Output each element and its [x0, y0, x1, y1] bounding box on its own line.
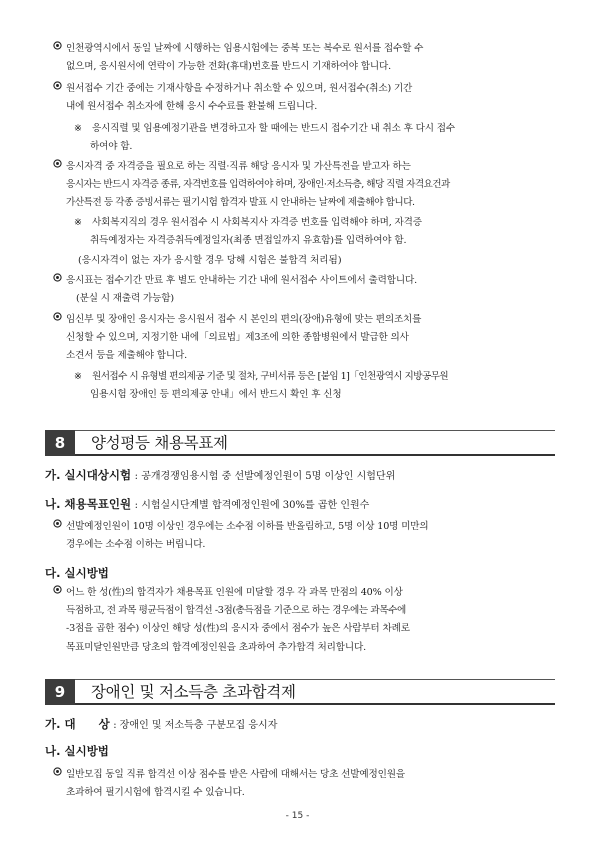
note-line: 취득예정자는 자격증취득예정일자(최종 면접일까지 유효함)를 입력하여야 함. — [90, 235, 407, 247]
circle-bullet-icon — [53, 312, 62, 321]
note-line: 하여야 함. — [90, 141, 133, 153]
section-title: 장애인 및 저소득층 초과합격제 — [91, 683, 296, 701]
item-line: -3점을 곱한 점수) 이상인 해당 성(性)의 응시자 중에서 점수가 높은 사람부터 차례로 — [66, 623, 410, 635]
sec8-method-detail — [66, 584, 556, 657]
item-line: 임신부 및 장애인 응시자는 응시원서 접수 시 본인의 편의(장애)유형에 맞는 편의조치를 — [66, 314, 422, 325]
item-line: 득점하고, 전 과목 평균득점이 합격선 -3점(총득점을 기준으로 하는 경우에는 과목수에 — [66, 605, 406, 617]
item-line: (분실 시 재출력 가능함) — [76, 293, 174, 305]
item-line: 응시자격 중 자격증을 필요로 하는 직렬·직류 해당 응시자 및 가산특전을 받고자 하는 — [66, 161, 411, 172]
subsection-text: : 장애인 및 저소득층 구분모집 응시자 — [113, 720, 278, 731]
reference-mark: ※ — [74, 123, 82, 134]
sec8-method — [45, 564, 109, 583]
item-line: 일반모집 동일 직류 합격선 이상 점수를 받은 사람에 대해서는 당초 선발예정인원을 — [66, 769, 405, 780]
item-line: 소견서 등을 제출해야 합니다. — [66, 350, 188, 362]
subsection-label: 가. 실시대상시험 — [45, 468, 132, 482]
item-line: 초과하여 필기시험에 합격시킬 수 있습니다. — [66, 787, 245, 799]
item-line: 없으며, 응시원서에 연락이 가능한 전화(휴대)번호를 반드시 기재하여야 합니다. — [66, 61, 392, 73]
item-line: 내에 원서접수 취소자에 한해 응시 수수료를 환불해 드립니다. — [66, 101, 318, 113]
subsection-text: : 공개경쟁임용시험 중 선발예정인원이 5명 이상인 시험단위 — [134, 471, 396, 482]
subsection-label: 나. 실시방법 — [45, 744, 109, 758]
note-social-worker — [76, 214, 556, 250]
item-line: 응시자는 반드시 자격증 종류, 자격번호를 입력하여야 하며, 장애인·저소득층, 해당 직렬 자격요건과 — [66, 179, 450, 191]
section-number: 9 — [45, 679, 75, 705]
section-title: 양성평등 채용목표제 — [91, 434, 228, 452]
note-change-position — [76, 120, 556, 156]
subsection-label: 가. 대 상 — [45, 717, 110, 731]
notice-item-cancel-refund — [66, 80, 556, 116]
notice-item-duplicate-application — [66, 40, 556, 76]
item-line: 응시표는 접수기간 만료 후 별도 안내하는 기간 내에 원서접수 사이트에서 출력합니다. — [66, 275, 418, 286]
sec8-target-exam — [45, 466, 395, 486]
sec9-method-detail — [66, 766, 556, 802]
subsection-label: 나. 채용목표인원 — [45, 497, 132, 511]
circle-bullet-icon — [53, 159, 62, 168]
item-line: 가산특전 등 각종 증빙서류는 필기시험 합격자 발표 시 안내하는 날짜에 제출해야 합니다. — [66, 197, 415, 209]
item-line: 신청할 수 있으며, 지정기한 내에「의료법」제3조에 의한 종합병원에서 발급한 의사 — [66, 332, 409, 344]
circle-bullet-icon — [53, 41, 62, 50]
circle-bullet-icon — [53, 81, 62, 90]
note-accommodation-guide — [76, 368, 556, 404]
circle-bullet-icon — [53, 273, 62, 282]
section-9-header — [45, 679, 555, 705]
item-line: 원서접수 기간 중에는 기재사항을 수정하거나 취소할 수 있으며, 원서접수(취소) 기간 — [66, 83, 413, 94]
note-line: 임용시험 장애인 등 편의제공 안내」에서 반드시 확인 후 신청 — [90, 389, 342, 401]
notice-item-accommodation — [66, 311, 556, 366]
note-line: 사회복지직의 경우 원서접수 시 사회복지사 자격증 번호를 입력해야 하며, 자격증 — [92, 217, 422, 228]
sec8-target-count — [45, 495, 369, 515]
item-line: 선발예정인원이 10명 이상인 경우에는 소수점 이하를 반올림하고, 5명 이상 10명 미만의 — [66, 521, 429, 532]
circle-bullet-icon — [53, 767, 62, 776]
item-line: 어느 한 성(性)의 합격자가 채용목표 인원에 미달할 경우 각 과목 만점의 40% 이상 — [66, 587, 403, 598]
subsection-text: : 시험실시단계별 합격예정인원에 30%를 곱한 인원수 — [134, 500, 370, 511]
sec9-method — [45, 742, 109, 761]
item-line: 인천광역시에서 동일 날짜에 시행하는 임용시험에는 중복 또는 복수로 원서를 접수할 수 — [66, 43, 424, 54]
item-line: 경우에는 소수점 이하는 버립니다. — [66, 539, 206, 551]
subsection-label: 다. 실시방법 — [45, 566, 109, 580]
circle-bullet-icon — [53, 519, 62, 528]
reference-mark: ※ — [74, 371, 82, 382]
sec8-rounding-rule — [66, 518, 556, 554]
header-rule — [75, 679, 555, 680]
reference-mark: ※ — [74, 217, 82, 228]
notice-item-certificates — [66, 158, 556, 213]
circle-bullet-icon — [53, 585, 62, 594]
note-line: 응시직렬 및 임용예정기관을 변경하고자 할 때에는 반드시 접수기간 내 취소 후 다시 접수 — [92, 123, 456, 134]
item-line: 목표미달인원만큼 당초의 합격예정인원을 초과하여 추가합격 처리합니다. — [66, 641, 367, 653]
header-rule — [75, 430, 555, 431]
sec9-target — [45, 715, 277, 735]
section-8-header — [45, 430, 555, 456]
header-rule — [75, 454, 555, 456]
section-number: 8 — [45, 430, 75, 456]
note-line: 원서접수 시 유형별 편의제공 기준 및 절차, 구비서류 등은 [붙임 1]「인천광역시 지방공무원 — [92, 371, 449, 382]
notice-item-admission-ticket — [66, 272, 556, 308]
header-rule — [75, 703, 555, 705]
note-ineligible-text: (응시자격이 없는 자가 응시할 경우 당해 시험은 불합격 처리됨) — [78, 255, 342, 266]
page-number: - 15 - — [285, 811, 310, 821]
